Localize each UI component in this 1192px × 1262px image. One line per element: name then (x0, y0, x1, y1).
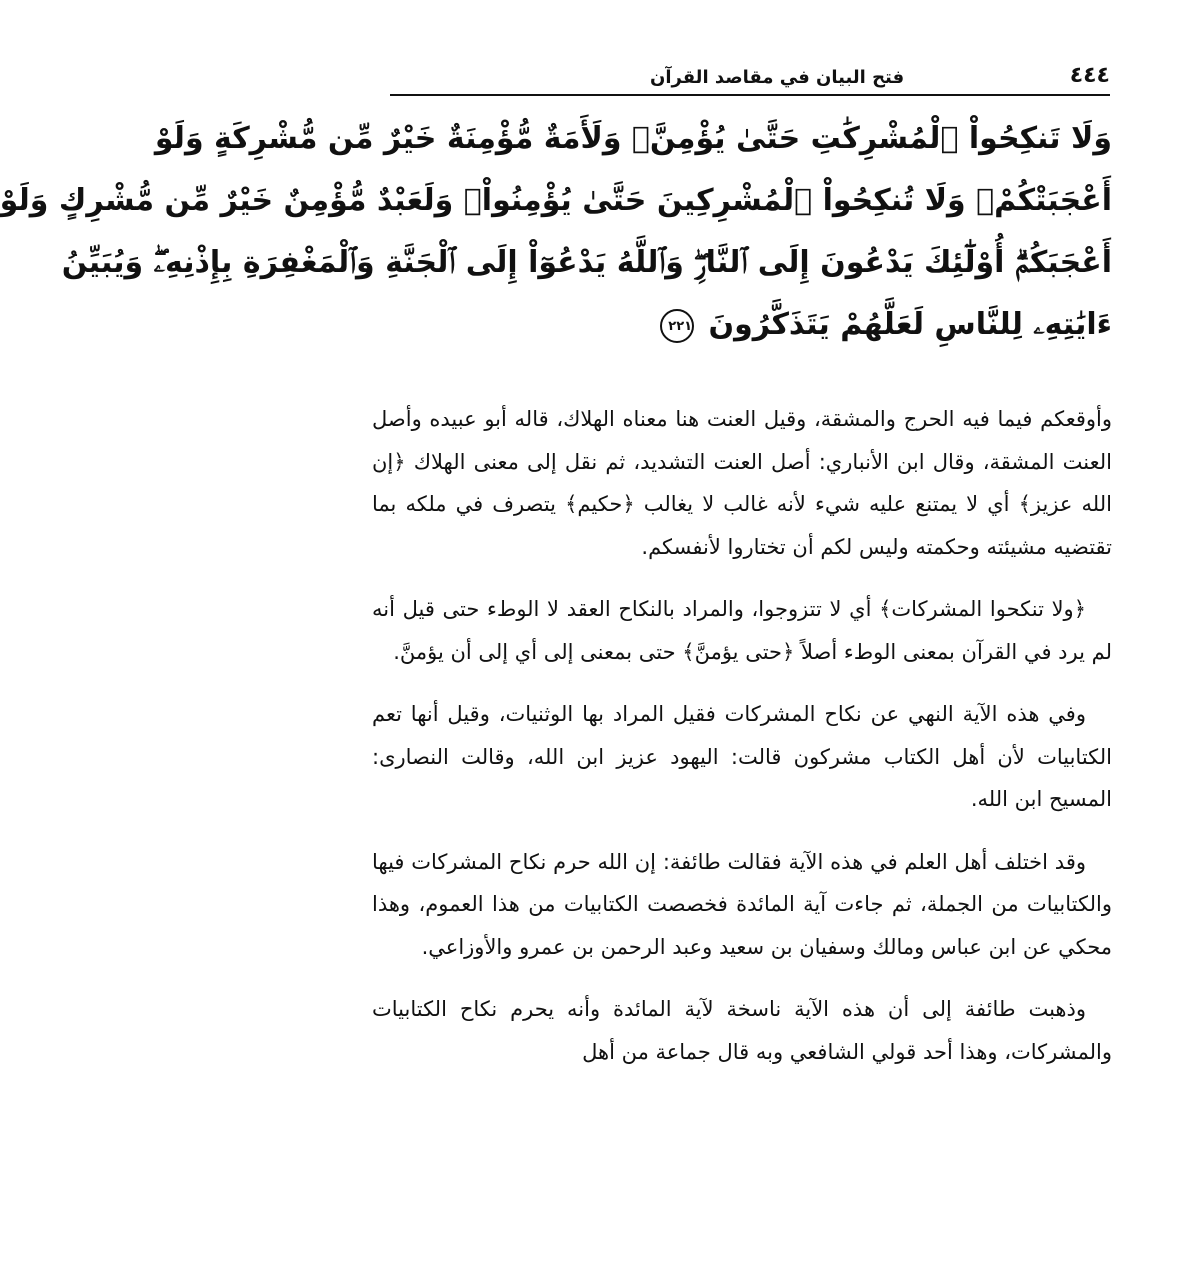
quran-verse-block (0, 108, 1112, 356)
quran-verse-line-4 (372, 294, 1112, 356)
ayah-number-marker: ٢٢١ (660, 309, 694, 343)
book-title: فتح البيان في مقاصد القرآن (650, 67, 905, 88)
page-header (390, 56, 1110, 96)
paragraph-3: وفي هذه الآية النهي عن نكاح المشركات فقيل المراد بها الوثنيات، وقيل أنها تعم الكتابيات لأن أهل الكتاب مشركون قالت: اليهود عزيز ابن الله، وقالت النصارى: المسيح ابن الله. (372, 702, 1112, 811)
quran-verse-line-2: أَعْجَبَتْكُمْۗ وَلَا تُنكِحُواْ ٱلْمُشْرِكِينَ حَتَّىٰ يُؤْمِنُواْۚ وَلَعَبْدٌ مُّؤْمِنٌ خَيْرٌ مِّن مُّشْرِكٍ وَلَوْ (0, 183, 1112, 218)
page-number: ٤٤٤ (1069, 63, 1110, 88)
commentary-text (372, 398, 1112, 1093)
paragraph-5: وذهبت طائفة إلى أن هذه الآية ناسخة لآية المائدة وأنه يحرم نكاح الكتابيات والمشركات، وهذا أحد قولي الشافعي وبه قال جماعة من أهل (372, 997, 1112, 1064)
paragraph-1: وأوقعكم فيما فيه الحرج والمشقة، وقيل العنت هنا معناه الهلاك، قاله أبو عبيده وأصل العنت المشقة، وقال ابن الأنباري: أصل العنت التشديد، ثم نقل إلى معنى الهلاك ﴿إن الله عزيز﴾ أي لا يمتنع عليه شيء لأنه غالب لا يغالب ﴿حكيم﴾ يتصرف في ملكه بما تقتضيه مشيئته وحكمته وليس لكم أن تختاروا لأنفسكم. (372, 407, 1112, 559)
paragraph-4: وقد اختلف أهل العلم في هذه الآية فقالت طائفة: إن الله حرم نكاح المشركات فيها والكتابيات من الجملة، ثم جاءت آية المائدة فخصصت الكتابيات من هذا العموم، وهذا محكي عن ابن عباس ومالك وسفيان بن سعيد وعبد الرحمن بن عمرو والأوزاعي. (372, 849, 1112, 959)
quran-verse-line-1: وَلَا تَنكِحُواْ ٱلْمُشْرِكَٰتِ حَتَّىٰ يُؤْمِنَّۚ وَلَأَمَةٌ مُّؤْمِنَةٌ خَيْرٌ مِّن مُّشْرِكَةٍ وَلَوْ (154, 121, 1112, 156)
quran-verse-line-4-text: ءَايَٰتِهِۦ لِلنَّاسِ لَعَلَّهُمْ يَتَذَكَّرُونَ (708, 307, 1112, 342)
paragraph-2: ﴿ولا تنكحوا المشركات﴾ أي لا تتزوجوا، والمراد بالنكاح العقد لا الوطء حتى قيل أنه لم يرد في القرآن بمعنى الوطء أصلاً ﴿حتى يؤمنَّ﴾ حتى بمعنى إلى أي إلى أن يؤمنَّ. (372, 597, 1112, 664)
quran-verse-line-3: أَعْجَبَكُمْۗ أُوْلَٰٓئِكَ يَدْعُونَ إِلَى ٱلنَّارِۖ وَٱللَّهُ يَدْعُوٓاْ إِلَى ٱلْجَنَّةِ وَٱلْمَغْفِرَةِ بِإِذْنِهِۦۖ وَيُبَيِّنُ (61, 245, 1112, 280)
